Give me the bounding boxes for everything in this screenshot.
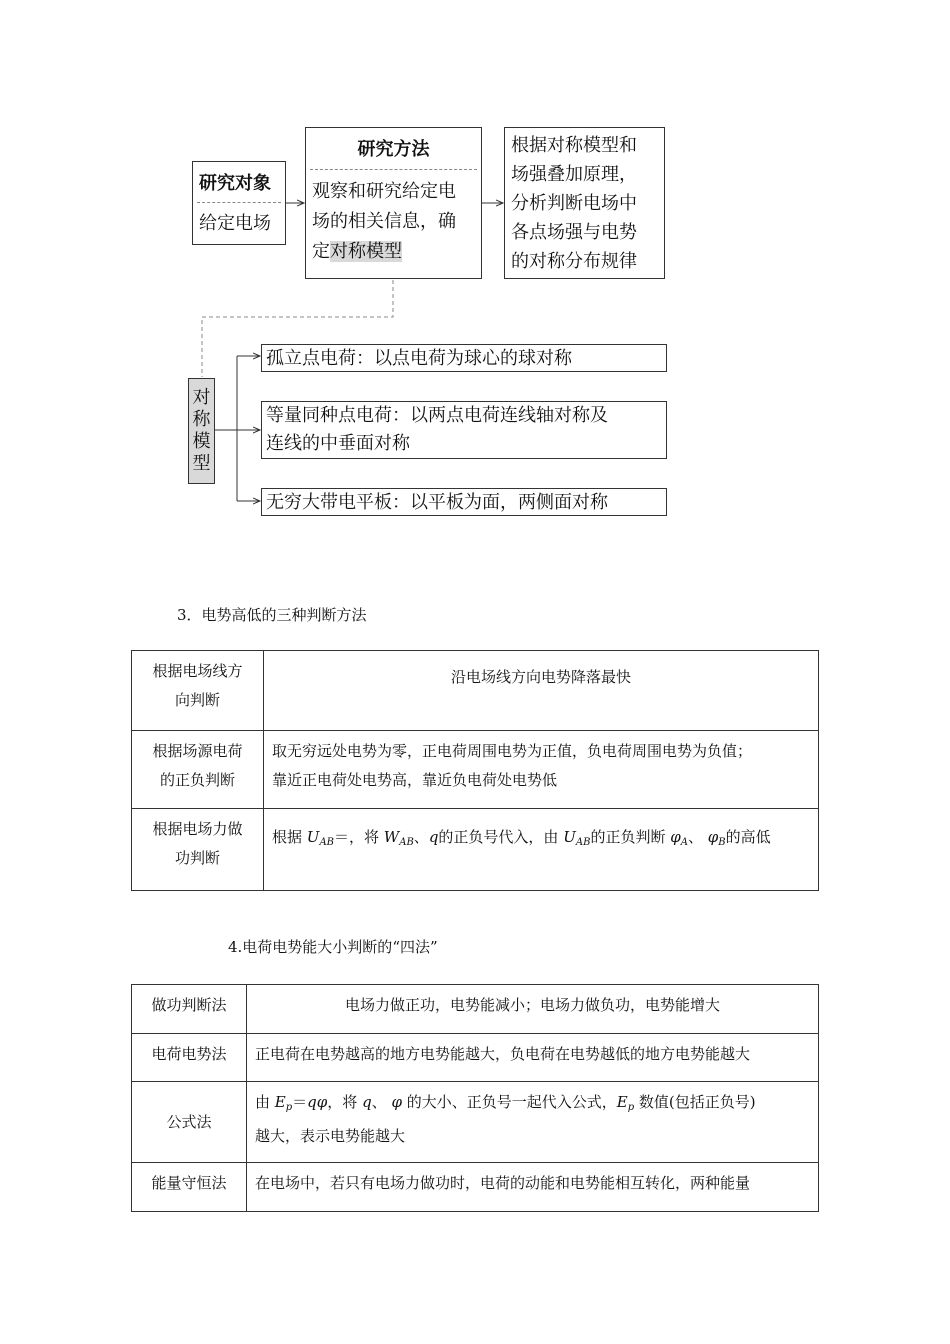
formula-subscript: B: [718, 837, 726, 848]
label-line: 功判断: [174, 849, 220, 867]
label-line: 根据场源电荷: [152, 742, 243, 760]
row-content: 在电场中，若只有电场力做功时，电荷的动能和电势能相互转化，两种能量: [247, 1163, 819, 1212]
row-label: [132, 731, 264, 809]
formula-symbol: φ: [316, 1093, 328, 1111]
formula-symbol: W: [383, 828, 400, 846]
formula-text: 、: [687, 828, 708, 846]
research-method-title: 研究方法: [357, 139, 430, 160]
result-line: 各点场强与电势: [511, 222, 637, 243]
result-line: 的对称分布规律: [511, 251, 637, 272]
model-text: 连线的中垂面对称: [266, 433, 410, 454]
diagram-connectors: [0, 0, 950, 560]
result-line: 分析判断电场中: [511, 193, 637, 214]
table-row: [132, 809, 819, 891]
formula-text: ＝: [292, 1093, 308, 1111]
model-text: 孤立点电荷：以点电荷为球心的球对称: [266, 348, 572, 369]
row-label: [132, 651, 264, 731]
formula-text: 的正负判断: [590, 828, 671, 846]
row-label: [132, 1082, 247, 1163]
row-content: [247, 1082, 819, 1163]
formula-text: 的高低: [725, 828, 771, 846]
table-row: [132, 985, 819, 1034]
label-line: 的正负判断: [159, 771, 235, 789]
symmetry-model-char: 型: [192, 453, 211, 474]
formula-symbol: U: [306, 828, 320, 846]
label-line: 向判断: [174, 691, 220, 709]
table-row: [132, 1082, 819, 1163]
symmetry-model-char: 称: [192, 409, 211, 430]
formula-symbol: q: [428, 828, 439, 846]
formula-subscript: AB: [319, 837, 335, 848]
potential-energy-table: [131, 984, 819, 1212]
formula-subscript: AB: [399, 837, 414, 848]
formula-text: 数值(包括正负号): [634, 1093, 756, 1111]
row-label: [132, 809, 264, 891]
symmetry-model-char: 模: [192, 431, 211, 452]
row-label: 能量守恒法: [132, 1163, 247, 1212]
research-method-line: 观察和研究给定电: [312, 181, 456, 202]
formula-symbol: U: [563, 828, 576, 846]
potential-judgement-table: [131, 650, 819, 891]
row-label: 做功判断法: [132, 985, 247, 1034]
formula-symbol: φ: [707, 828, 719, 846]
formula-symbol: q: [307, 1093, 317, 1111]
row-content: [264, 731, 819, 809]
table-row: [132, 1163, 819, 1212]
content-text: 沿电场线方向电势降落最快: [450, 668, 631, 686]
symmetry-model-char: 对: [192, 387, 211, 408]
formula-symbol: q: [362, 1093, 372, 1111]
content-text: 靠近正电荷处电势高，靠近负电荷处电势低: [272, 771, 558, 789]
research-method-line: 场的相关信息，确: [312, 211, 456, 232]
formula-text: 越大，表示电势能越大: [255, 1127, 406, 1145]
formula-subscript: A: [680, 837, 688, 848]
result-line: 场强叠加原理，: [511, 164, 637, 185]
section3-title: 3．电势高低的三种判断方法: [177, 606, 367, 624]
label-line: 根据电场线方: [152, 662, 243, 680]
formula-subscript: AB: [575, 837, 591, 848]
research-object-content: 给定电场: [199, 213, 271, 234]
formula-symbol: φ: [391, 1093, 402, 1111]
formula-text: 、: [413, 828, 429, 846]
row-label: 电荷电势法: [132, 1034, 247, 1082]
formula-text: 根据: [272, 828, 307, 846]
formula-text: ＝，将: [334, 828, 384, 846]
formula-subscript: p: [285, 1102, 293, 1113]
formula-text: 由: [255, 1093, 275, 1111]
row-content: [264, 651, 819, 731]
label-text: 公式法: [166, 1112, 212, 1131]
table-row: [132, 651, 819, 731]
research-object-title: 研究对象: [199, 173, 271, 194]
model-text: 等量同种点电荷：以两点电荷连线轴对称及: [266, 405, 608, 426]
formula-text: 、: [371, 1093, 392, 1111]
formula-text: ，将: [327, 1093, 363, 1111]
row-content: 正电荷在电势越高的地方电势能越大，负电荷在电势越低的地方电势能越大: [247, 1034, 819, 1082]
formula-text: 的正负号代入，由: [438, 828, 564, 846]
formula-text: 的大小、正负号一起代入公式，: [401, 1093, 617, 1111]
label-line: 根据电场力做: [152, 820, 243, 838]
formula-symbol: E: [616, 1093, 628, 1111]
section4-title: 4.电荷电势能大小判断的“四法”: [228, 938, 438, 956]
content-text: 取无穷远处电势为零，正电荷周围电势为正值，负电荷周围电势为负值；: [272, 742, 753, 760]
formula-symbol: E: [274, 1093, 286, 1111]
research-method-line: 定: [312, 241, 330, 262]
table-row: [132, 731, 819, 809]
table-row: [132, 1034, 819, 1082]
formula-symbol: φ: [670, 828, 681, 846]
result-line: 根据对称模型和: [511, 135, 637, 156]
row-content: [264, 809, 819, 891]
row-content: 电场力做正功，电势能减小；电场力做负功，电势能增大: [247, 985, 819, 1034]
model-text: 无穷大带电平板：以平板为面，两侧面对称: [266, 492, 608, 513]
formula-subscript: p: [627, 1102, 635, 1113]
symmetry-model-highlight: 对称模型: [330, 241, 402, 262]
